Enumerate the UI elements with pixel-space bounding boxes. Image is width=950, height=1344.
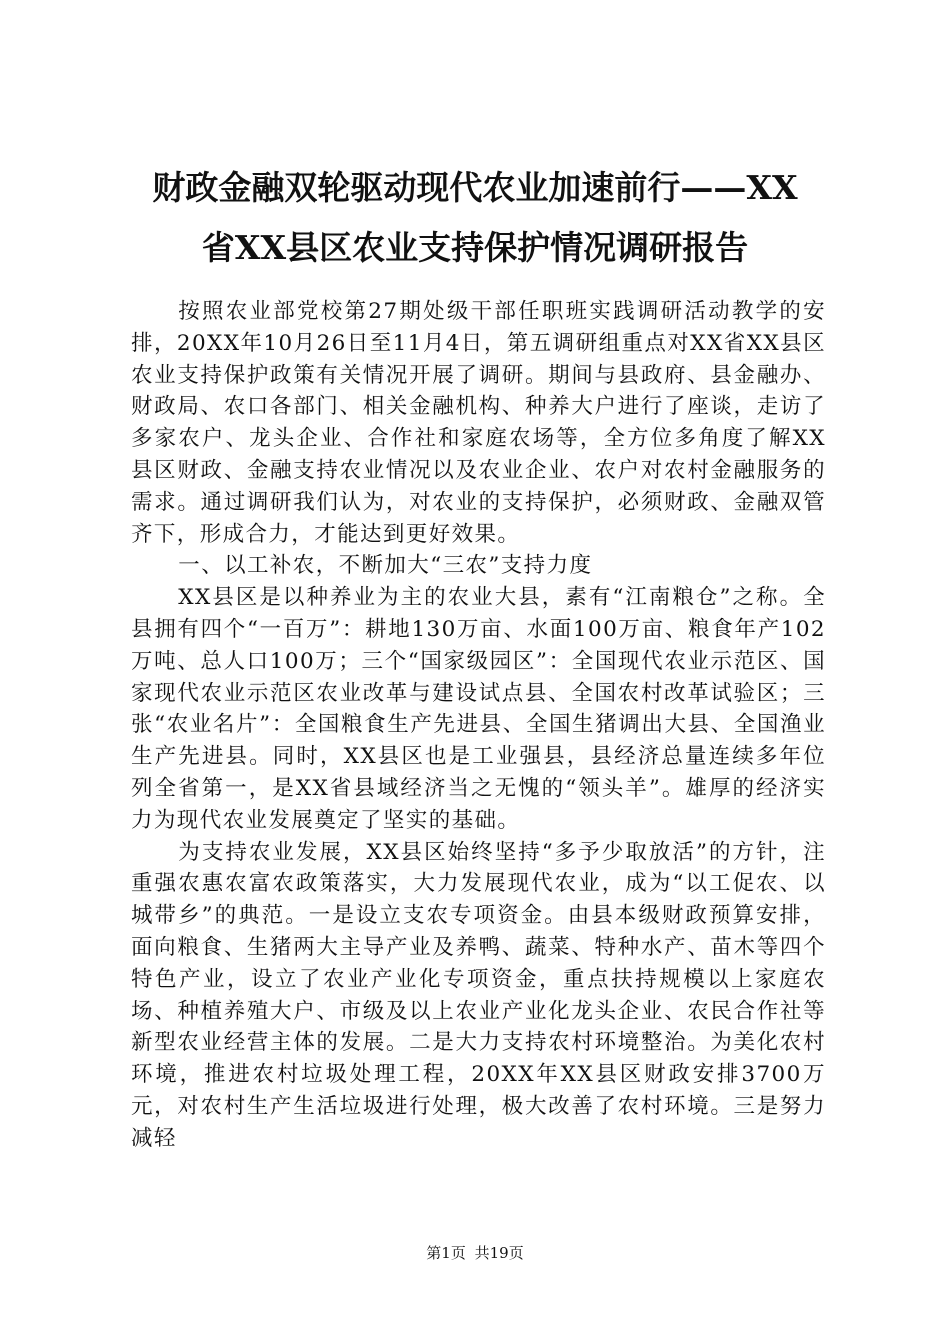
section-heading-1: 一、以工补农，不断加大“三农”支持力度 xyxy=(178,553,593,579)
paragraph-county-overview: XX县区是以种养业为主的农业大县，素有“江南粮仓”之称。全县拥有四个“一百万”：耕地130万亩、水面100万亩、粮食年产102万吨、总人口100万；三个“国家级园区”：全国现代农业示范区、国家现代农业示范区农业改革与建设试点县、全国农村改革试验区；三张“农业名片”：全国粮食生产先进县、全国生猪调出大县、全国渔业生产先进县。同时，XX县区也是工业强县，县经济总量连续多年位列全省第一，是XX省县域经济当之无愧的“领头羊”。雄厚的经济实力为现代农业发展奠定了坚实的基础。 xyxy=(131,585,826,833)
page-number: 第1页 xyxy=(426,1244,466,1262)
page-total: 共19页 xyxy=(474,1244,524,1262)
paragraph-intro: 按照农业部党校第27期处级干部任职班实践调研活动教学的安排，20XX年10月26日至11月4日，第五调研组重点对XX省XX县区农业支持保护政策有关情况开展了调研。期间与县政府、县金融办、财政局、农口各部门、相关金融机构、种养大户进行了座谈，走访了多家农户、龙头企业、合作社和家庭农场等，全方位多角度了解XX县区财政、金融支持农业情况以及农业企业、农户对农村金融服务的需求。通过调研我们认为，对农业的支持保护，必须财政、金融双管齐下，形成合力，才能达到更好效果。 xyxy=(131,299,826,547)
document-body xyxy=(131,296,826,1155)
paragraph-support-measures: 为支持农业发展，XX县区始终坚持“多予少取放活”的方针，注重强农惠农富农政策落实，大力发展现代农业，成为“以工促农、以城带乡”的典范。一是设立支农专项资金。由县本级财政预算安排，面向粮食、生猪两大主导产业及养鸭、蔬菜、特种水产、苗木等四个特色产业，设立了农业产业化专项资金，重点扶持规模以上家庭农场、种植养殖大户、市级及以上农业产业化龙头企业、农民合作社等新型农业经营主体的发展。二是大力支持农村环境整治。为美化农村环境，推进农村垃圾处理工程，20XX年XX县区财政安排3700万元，对农村生产生活垃圾进行处理，极大改善了农村环境。三是努力减轻 xyxy=(131,839,826,1151)
document-title xyxy=(120,158,830,278)
title-line-1: 财政金融双轮驱动现代农业加速前行——XX xyxy=(152,168,798,207)
page-footer xyxy=(0,1243,950,1263)
title-line-2: 省XX县区农业支持保护情况调研报告 xyxy=(201,228,749,267)
